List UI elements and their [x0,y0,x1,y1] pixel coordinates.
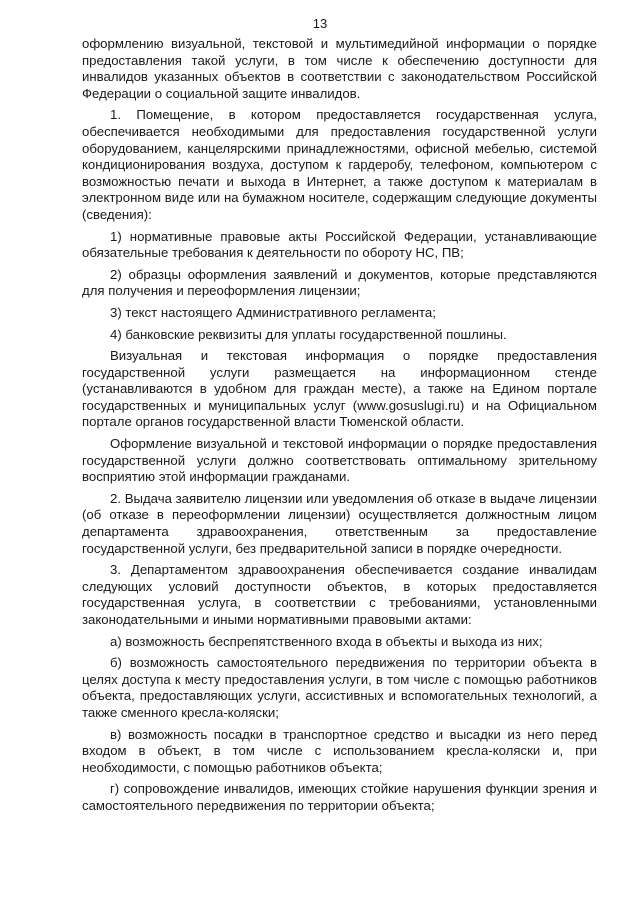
paragraph-visual-info: Визуальная и текстовая информация о порядке предоставления государственной услуги размещается на информационном стенде (устанавливаются в удобном для граждан месте), а также на Едином портале государственных и муниципальных услуг (www.gosuslugi.ru) и на Официальном портале органов государственной власти Тюменской области. [82,348,597,430]
document-body [82,36,597,820]
list-item-4: 4) банковские реквизиты для уплаты государственной пошлины. [110,326,507,342]
list-item-1: 1) нормативные правовые акты Российской Федерации, устанавливающие обязательные требования к деятельности по обороту НС, ПВ; [82,228,597,261]
paragraph-item-3: 3. Департаментом здравоохранения обеспечивается создание инвалидам следующих условий доступности объектов, в которых предоставляется государственная услуга, в соответствии с требованиями, установленными законодательными и иными нормативными правовыми актами: [82,562,597,627]
list-item-b: б) возможность самостоятельного передвижения по территории объекта в целях доступа к месту предоставления услуги, в том числе с помощью работников объекта, предоставляющих услуги, ассистивных и вспомогательных технологий, а также сменного кресла-коляски; [82,655,597,720]
paragraph-continuation: оформлению визуальной, текстовой и мультимедийной информации о порядке предоставления такой услуги, в том числе к обеспечению доступности для инвалидов указанных объектов в соответствии с законодательством Российской Федерации о социальной защите инвалидов. [82,36,597,101]
list-item-a: а) возможность беспрепятственного входа в объекты и выхода из них; [110,633,543,649]
list-item-2: 2) образцы оформления заявлений и документов, которые представляются для получения и переоформления лицензии; [82,266,597,299]
list-item-g: г) сопровождение инвалидов, имеющих стойкие нарушения функции зрения и самостоятельного передвижения по территории объекта; [82,781,597,813]
list-item-v: в) возможность посадки в транспортное средство и высадки из него перед входом в объект, в том числе с использованием кресла-коляски и, при необходимости, с помощью работников объекта; [82,726,597,775]
paragraph-design-info: Оформление визуальной и текстовой информации о порядке предоставления государственной услуги должно соответствовать оптимальному зрительному восприятию этой информации гражданами. [82,436,597,485]
paragraph-item-2: 2. Выдача заявителю лицензии или уведомления об отказе в выдаче лицензии (об отказе в переоформлении лицензии) осуществляется должностным лицом департамента здравоохранения, ответственным за предоставление государственной услуги, без предварительной записи в порядке очередности. [82,490,597,556]
list-item-3: 3) текст настоящего Административного регламента; [110,304,436,320]
paragraph-item-1: 1. Помещение, в котором предоставляется государственная услуга, обеспечивается необходимыми для предоставления государственной услуги оборудованием, канцелярскими принадлежностями, офисной мебелью, системой кондиционирования воздуха, доступом к гардеробу, телефоном, компьютером с возможностью печати и выхода в Интернет, а также доступом к материалам в электронном виде или на бумажном носителе, содержащим следующие документы (сведения): [82,107,597,222]
page-number: 13 [312,16,328,31]
